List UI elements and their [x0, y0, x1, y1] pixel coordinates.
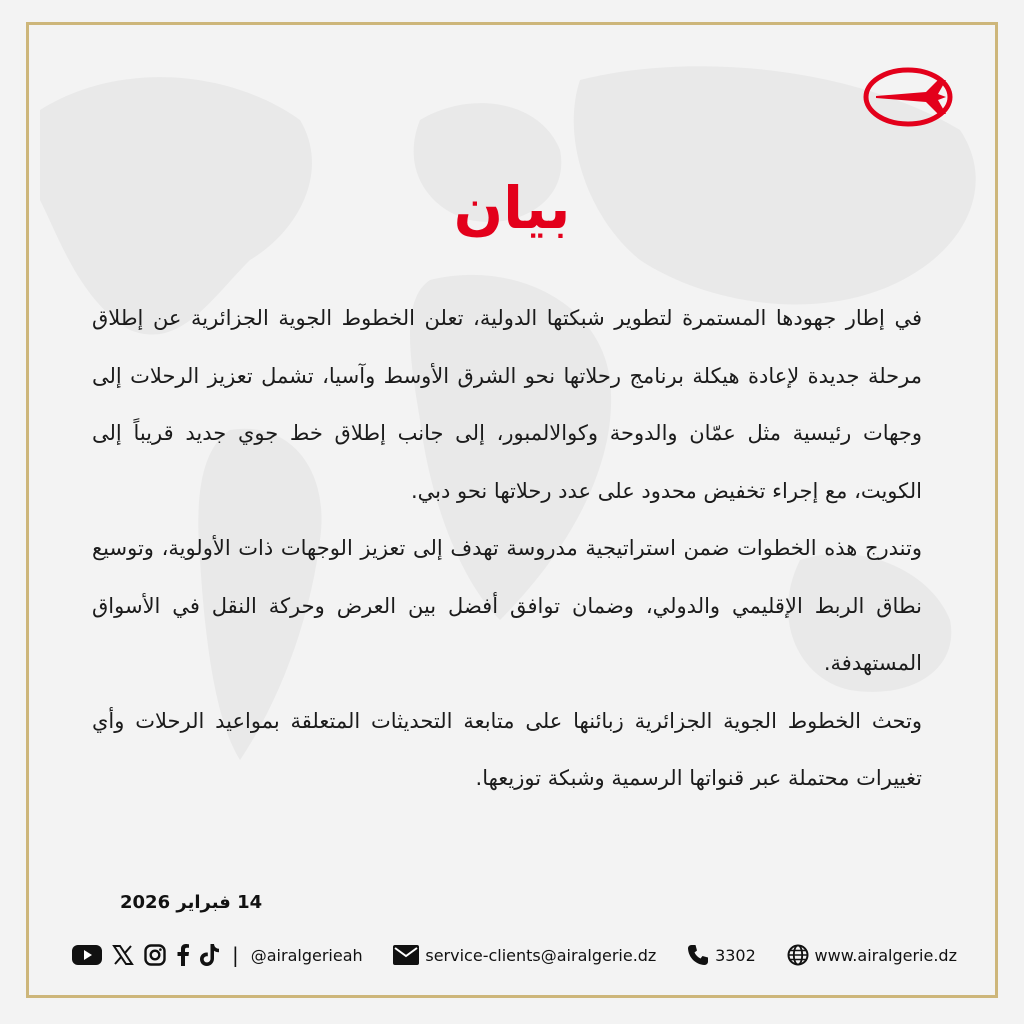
- website-contact: [787, 944, 957, 966]
- youtube-icon[interactable]: [72, 944, 102, 966]
- paragraph-1: في إطار جهودها المستمرة لتطوير شبكتها الدولية، تعلن الخطوط الجوية الجزائرية عن إطلاق مرحلة جديدة لإعادة هيكلة برنامج رحلاتها نحو الشرق الأوسط وآسيا، تشمل تعزيز الرحلات إلى وجهات رئيسية مثل عمّان والدوحة وكوالالمبور، إلى جانب إطلاق خط جوي جديد قريباً إلى الكويت، مع إجراء تخفيض محدود على عدد رحلاتها نحو دبي.: [92, 306, 922, 503]
- x-icon[interactable]: [112, 944, 134, 966]
- email-link[interactable]: service-clients@airalgerie.dz: [425, 945, 657, 965]
- footer: [72, 938, 957, 972]
- page-title: بيان: [453, 174, 571, 242]
- social-links: [72, 943, 363, 967]
- phone-contact: [687, 944, 756, 966]
- phone-number[interactable]: 3302: [715, 945, 756, 965]
- facebook-icon[interactable]: [176, 944, 190, 966]
- separator: |: [232, 943, 239, 967]
- paragraph-3: وتحث الخطوط الجوية الجزائرية زبائنها على متابعة التحديثات المتعلقة بمواعيد الرحلات وأي تغييرات محتملة عبر قنواتها الرسمية وشبكة توزيعها.: [92, 708, 922, 790]
- statement-date: 14 فبراير 2026: [120, 892, 263, 913]
- envelope-icon: [393, 945, 419, 965]
- website-link[interactable]: www.airalgerie.dz: [814, 945, 957, 965]
- phone-icon: [687, 944, 709, 966]
- globe-icon: [787, 944, 809, 966]
- instagram-icon[interactable]: [144, 944, 166, 966]
- tiktok-icon[interactable]: [200, 944, 220, 966]
- air-algerie-logo-icon: [862, 66, 954, 128]
- social-handle[interactable]: @airalgerieah: [250, 945, 363, 965]
- paragraph-2: وتندرج هذه الخطوات ضمن استراتيجية مدروسة تهدف إلى تعزيز الوجهات ذات الأولوية، وتوسيع نطاق الربط الإقليمي والدولي، وضمان توافق أفضل بين العرض وحركة النقل في الأسواق المستهدفة.: [92, 536, 922, 675]
- email-contact: [393, 945, 656, 965]
- statement-body: [92, 290, 922, 808]
